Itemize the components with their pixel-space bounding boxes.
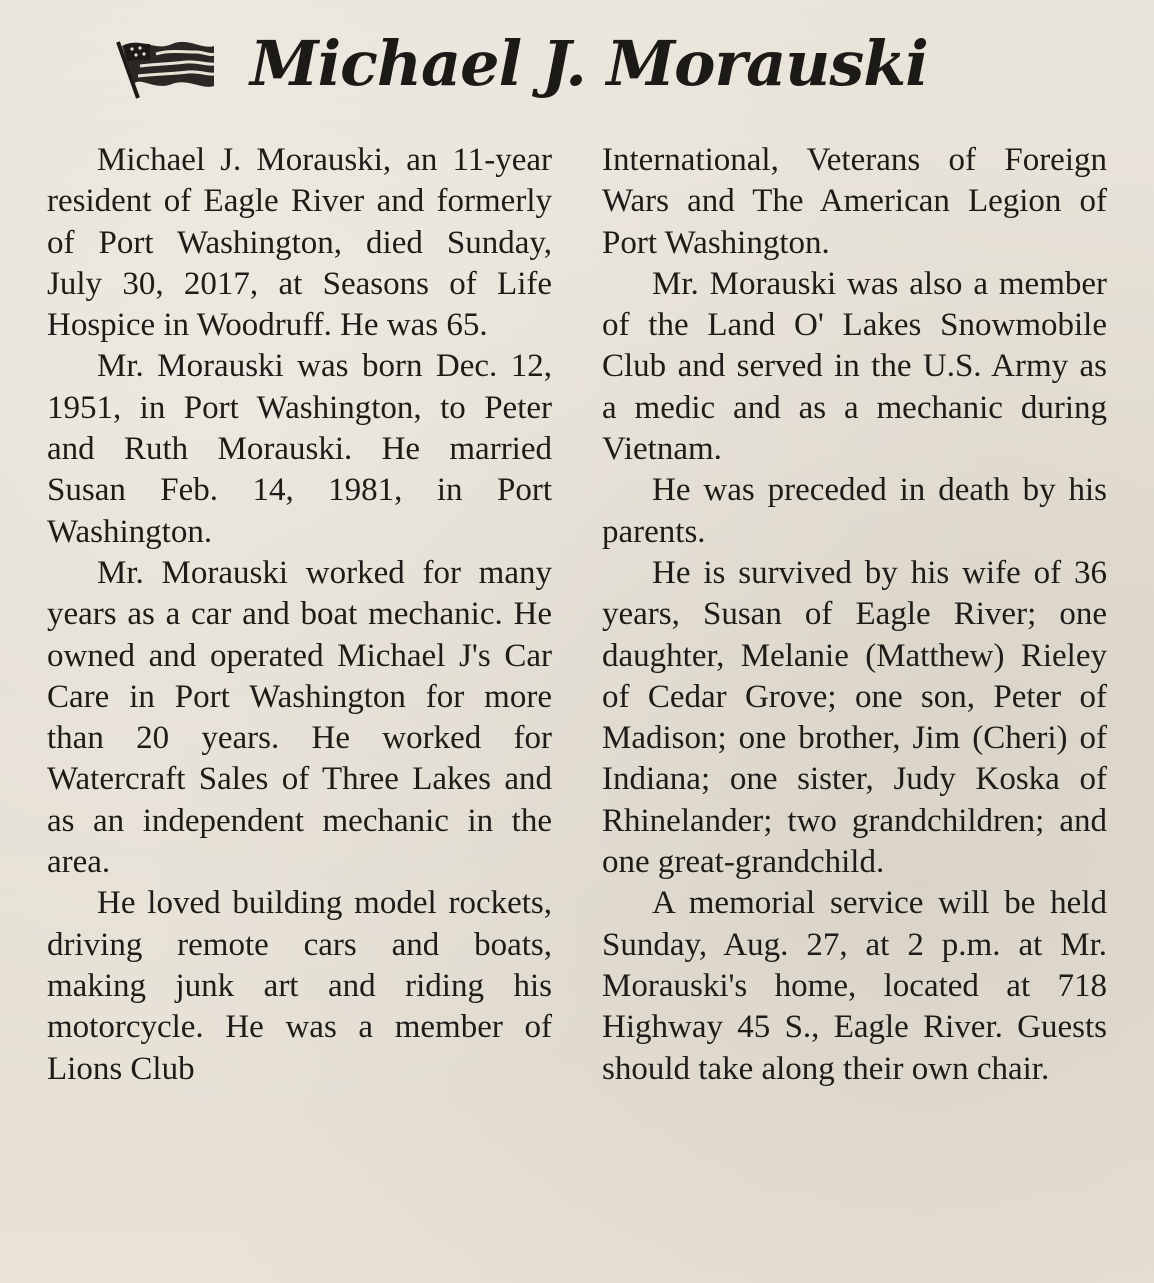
paragraph-preceded: He was preceded in death by his parents. <box>602 472 1107 550</box>
paragraph-hobbies-continued: International, Veterans of Foreign Wars and The American Legion of Port Washington. <box>602 142 1107 261</box>
paragraph-death-notice: Michael J. Morauski, an 11-year resident of Eagle River and formerly of Port Washington, died Sunday, July 30, 2017, at Seasons of Life Hospice in Woodruff. He was 65. <box>47 142 552 344</box>
obituary-header <box>0 16 1154 116</box>
text-column-left <box>47 140 552 1090</box>
paragraph-career: Mr. Morauski worked for many years as a car and boat mechanic. He owned and operated Michael J's Car Care in Port Washington for more than 20 years. He worked for Watercraft Sales of Three Lakes and as an independent mechanic in the area. <box>47 554 552 881</box>
paragraph-memberships-service: Mr. Morauski was also a member of the Land O' Lakes Snowmobile Club and served in the U.S. Army as a medic and as a mechanic during Vietnam. <box>602 265 1107 468</box>
paragraph-hobbies: He loved building model rockets, driving remote cars and boats, making junk art and riding his motorcycle. He was a member of Lions Club <box>47 885 552 1087</box>
text-column-right <box>602 140 1107 1090</box>
paragraph-survivors: He is survived by his wife of 36 years, Susan of Eagle River; one daughter, Melanie (Matthew) Rieley of Cedar Grove; one son, Peter of Madison; one brother, Jim (Cheri) of Indiana; one sister, Judy Koska of Rhinelander; two grandchildren; and one great-grandchild. <box>602 554 1107 881</box>
obituary-title: Michael J. Morauski <box>250 27 928 100</box>
american-flag-icon <box>110 30 220 102</box>
paragraph-birth-marriage: Mr. Morauski was born Dec. 12, 1951, in Port Washington, to Peter and Ruth Morauski. He married Susan Feb. 14, 1981, in Port Washington. <box>47 348 552 550</box>
paragraph-memorial-service: A memorial service will be held Sunday, Aug. 27, at 2 p.m. at Mr. Morauski's home, located at 718 Highway 45 S., Eagle River. Guests should take along their own chair. <box>602 885 1107 1087</box>
